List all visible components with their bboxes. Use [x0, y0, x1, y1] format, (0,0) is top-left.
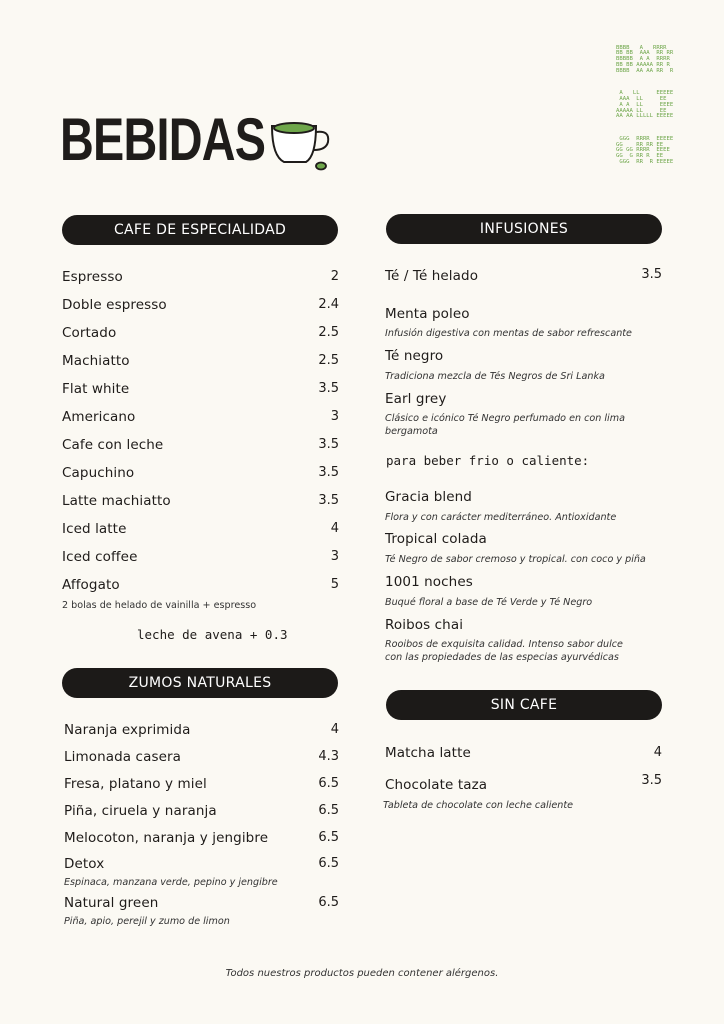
menu-item-name: Capuchino: [62, 465, 135, 481]
allergen-footer: Todos nuestros productos pueden contener alérgenos.: [225, 968, 499, 979]
menu-item-price: 6.5: [318, 803, 339, 818]
menu-item-name: Chocolate taza: [385, 777, 488, 793]
menu-item-price: 2: [330, 269, 339, 284]
menu-item-description: Clásico e icónico Té Negro perfumado en con lima bergamota: [385, 413, 625, 437]
menu-item-name: Latte machiatto: [62, 493, 171, 509]
section-header-cafe: CAFE DE ESPECIALIDAD: [62, 215, 338, 245]
menu-item-description: 2 bolas de helado de vainilla + espresso: [62, 600, 257, 611]
menu-item-price: 3: [330, 549, 339, 564]
menu-item-price: 4: [330, 521, 339, 536]
menu-item-name: Earl grey: [385, 391, 447, 407]
menu-item-price: 2.4: [318, 297, 339, 312]
menu-item-name: Affogato: [62, 577, 120, 593]
menu-item-price: 4.3: [318, 749, 339, 764]
section-header-zumos: ZUMOS NATURALES: [62, 668, 338, 698]
menu-item-name: Gracia blend: [385, 489, 472, 505]
menu-item-name: Doble espresso: [62, 297, 167, 313]
menu-item-name: Roibos chai: [385, 617, 464, 633]
menu-item-name: Machiatto: [62, 353, 130, 369]
menu-item-price: 3: [330, 409, 339, 424]
menu-item-name: Tropical colada: [385, 531, 487, 547]
menu-item-description: Piña, apio, perejil y zumo de limon: [64, 916, 230, 927]
menu-item-price: 4: [330, 722, 339, 737]
menu-item-description: Espinaca, manzana verde, pepino y jengibre: [64, 877, 278, 888]
menu-item-description: Tradiciona mezcla de Tés Negros de Sri Lanka: [385, 371, 605, 382]
menu-item-name: Fresa, platano y miel: [64, 776, 207, 792]
menu-item-name: Iced latte: [62, 521, 127, 537]
menu-item-price: 6.5: [318, 856, 339, 871]
menu-item-name: Matcha latte: [385, 745, 471, 761]
menu-item-name: Naranja exprimida: [64, 722, 191, 738]
coffee-cup-icon: [268, 118, 334, 174]
menu-item-price: 3.5: [318, 493, 339, 508]
menu-item-name: 1001 noches: [385, 574, 473, 590]
menu-item-name: Té negro: [385, 348, 444, 364]
menu-item-description: Té Negro de sabor cremoso y tropical. con coco y piña: [385, 554, 646, 565]
oat-milk-note: leche de avena + 0.3: [137, 627, 288, 642]
menu-item-price: 3.5: [641, 773, 662, 788]
menu-item-price: 6.5: [318, 830, 339, 845]
menu-item-price: 2.5: [318, 353, 339, 368]
menu-item-name: Piña, ciruela y naranja: [64, 803, 217, 819]
menu-item-price: 3.5: [641, 267, 662, 282]
menu-item-name: Detox: [64, 856, 105, 872]
logo-block-2: A LL EEEEE AAA LL EE A A LL EEEE AAAAA LL EE AA AA LLLLL EEEEE: [616, 90, 674, 120]
menu-item-name: Americano: [62, 409, 136, 425]
menu-item-name: Melocoton, naranja y jengibre: [64, 830, 269, 846]
serving-subheading: para beber frio o caliente:: [386, 453, 590, 468]
menu-item-name: Limonada casera: [64, 749, 182, 765]
menu-item-price: 6.5: [318, 776, 339, 791]
menu-item-name: Flat white: [62, 381, 130, 397]
logo-block-3: GGG RRRR EEEEE GG RR RR EE GG GG RRRR EEEE GG G RR R EE GGG RR R EEEEE: [616, 135, 674, 165]
menu-item-price: 3.5: [318, 437, 339, 452]
menu-item-price: 2.5: [318, 325, 339, 340]
logo: [616, 34, 696, 177]
menu-item-price: 6.5: [318, 895, 339, 910]
menu-item-name: Natural green: [64, 895, 159, 911]
menu-item-name: Iced coffee: [62, 549, 138, 565]
menu-item-description: Flora y con carácter mediterráneo. Antioxidante: [385, 512, 617, 523]
section-header-infusiones: INFUSIONES: [386, 214, 662, 244]
menu-item-name: Té / Té helado: [385, 268, 479, 284]
menu-item-price: 3.5: [318, 465, 339, 480]
menu-item-price: 5: [330, 577, 339, 592]
menu-item-description: Buqué floral a base de Té Verde y Té Negro: [385, 597, 593, 608]
page-title: BEBIDAS: [60, 106, 266, 173]
menu-item-description: Rooibos de exquisita calidad. Intenso sabor dulce con las propiedades de las especias ayurvédicas: [385, 639, 623, 663]
menu-item-description: Infusión digestiva con mentas de sabor refrescante: [385, 328, 632, 339]
menu-item-name: Cortado: [62, 325, 117, 341]
logo-block-1: BBBB A RRRR BB BB AAA RR RR BBBBB A A RRRR BB BB AAAAA RR R BBBB AA AA RR R: [616, 44, 674, 74]
menu-item-name: Menta poleo: [385, 306, 470, 322]
menu-item-price: 4: [653, 745, 662, 760]
menu-item-price: 3.5: [318, 381, 339, 396]
menu-item-name: Cafe con leche: [62, 437, 164, 453]
menu-item-description: Tableta de chocolate con leche caliente: [383, 800, 574, 811]
menu-item-name: Espresso: [62, 269, 123, 285]
section-header-sin-cafe: SIN CAFE: [386, 690, 662, 720]
